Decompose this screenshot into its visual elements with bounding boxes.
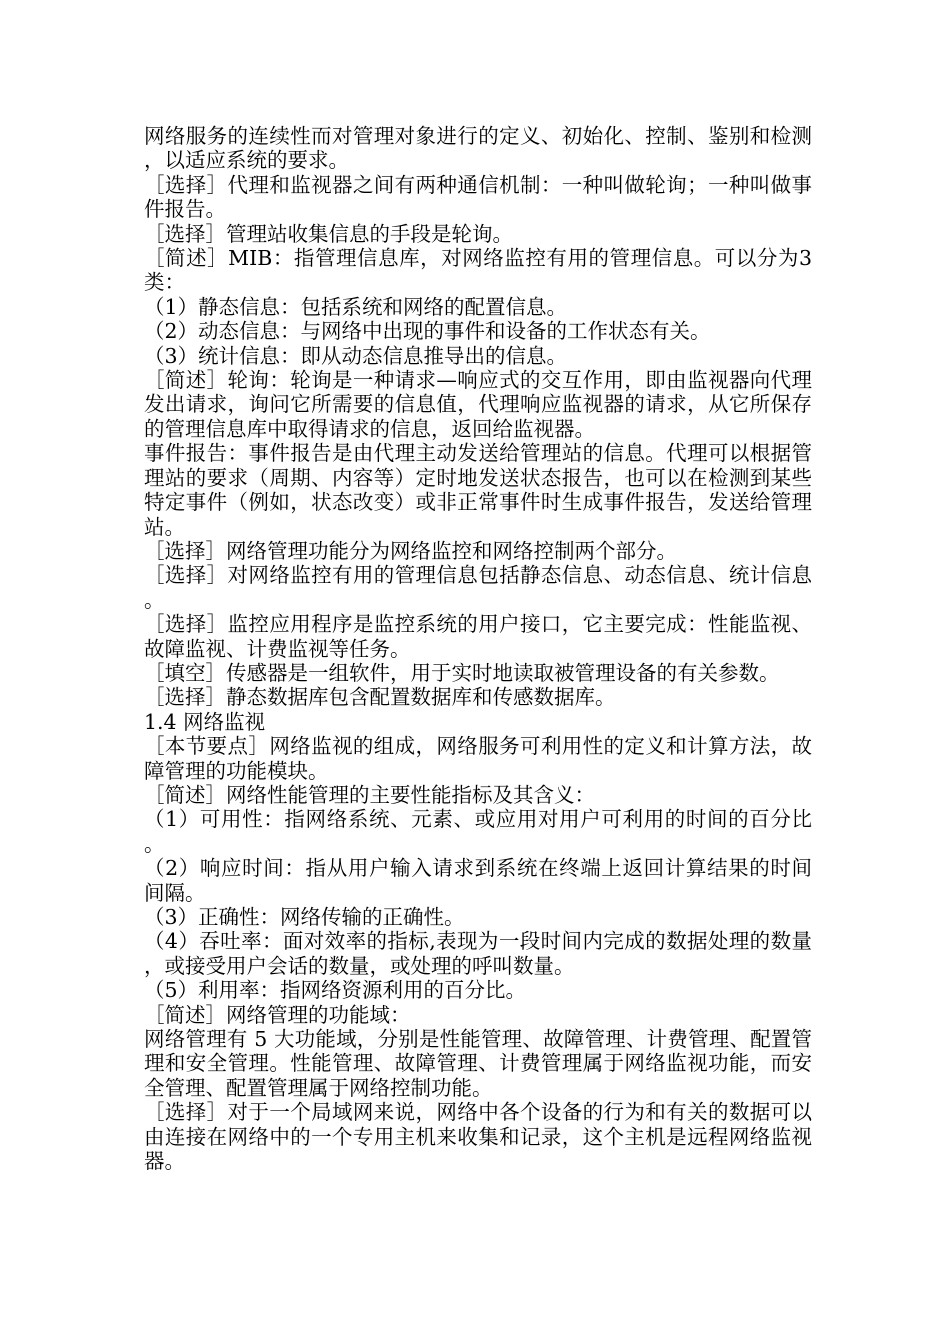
paragraph: ［选择］网络管理功能分为网络监控和网络控制两个部分。: [144, 538, 677, 563]
paragraph: 网络服务的连续性而对管理对象进行的定义、初始化、控制、鉴别和检测，以适应系统的要求。: [144, 124, 812, 173]
section-heading: 1.4 网络监视: [144, 709, 266, 734]
paragraph: ［选择］代理和监视器之间有两种通信机制：一种叫做轮询；一种叫做事件报告。: [144, 172, 812, 222]
paragraph: 网络管理有 5 大功能域，分别是性能管理、故障管理、计费管理、配置管理和安全管理。性能管理、故障管理、计费管理属于网络监视功能，而安全管理、配置管理属于网络控制功能。: [144, 1027, 812, 1100]
list-item: （2）动态信息：与网络中出现的事件和设备的工作状态有关。: [144, 319, 711, 344]
paragraph: ［本节要点］网络监视的组成，网络服务可利用性的定义和计算方法，故障管理的功能模块。: [144, 734, 812, 783]
paragraph: ［选择］对网络监控有用的管理信息包括静态信息、动态信息、统计信息。: [144, 563, 812, 612]
paragraph: ［简述］轮询：轮询是一种请求—响应式的交互作用，即由监视器向代理发出请求，询问它所需要的信息值，代理响应监视器的请求，从它所保存的管理信息库中取得请求的信息，返回给监视器。: [144, 368, 812, 441]
list-item: （2）响应时间：指从用户输入请求到系统在终端上返回计算结果的时间间隔。: [144, 856, 812, 905]
paragraph: ［选择］静态数据库包含配置数据库和传感数据库。: [144, 685, 616, 710]
list-item: （4）吞吐率：面对效率的指标,表现为一段时间内完成的数据处理的数量，或接受用户会话的数量，或处理的呼叫数量。: [144, 929, 812, 978]
list-item: （1）可用性：指网络系统、元素、或应用对用户可利用的时间的百分比。: [144, 807, 812, 856]
paragraph: ［选择］管理站收集信息的手段是轮询。: [144, 221, 513, 246]
paragraph: ［选择］对于一个局域网来说，网络中各个设备的行为和有关的数据可以由连接在网络中的一个专用主机来收集和记录，这个主机是远程网络监视器。: [144, 1100, 812, 1174]
paragraph: ［简述］网络性能管理的主要性能指标及其含义：: [144, 782, 595, 807]
paragraph: 事件报告：事件报告是由代理主动发送给管理站的信息。代理可以根据管理站的要求（周期、内容等）定时地发送状态报告，也可以在检测到某些特定事件（例如，状态改变）或非正常事件时生成事件报告，发送给管理站。: [144, 441, 812, 539]
paragraph: ［填空］传感器是一组软件，用于实时地读取被管理设备的有关参数。: [144, 660, 780, 685]
paragraph: ［选择］监控应用程序是监控系统的用户接口，它主要完成：性能监视、故障监视、计费监视等任务。: [144, 612, 812, 661]
list-item: （3）正确性：网络传输的正确性。: [144, 905, 465, 929]
list-item: （1）静态信息：包括系统和网络的配置信息。: [144, 294, 568, 319]
paragraph: ［简述］网络管理的功能域：: [144, 1002, 411, 1027]
list-item: （5）利用率：指网络资源利用的百分比。: [144, 978, 527, 1003]
paragraph: ［简述］MIB：指管理信息库，对网络监控有用的管理信息。可以分为3类：: [144, 246, 812, 295]
document-page: [144, 124, 812, 1173]
list-item: （3）统计信息：即从动态信息推导出的信息。: [144, 343, 568, 368]
